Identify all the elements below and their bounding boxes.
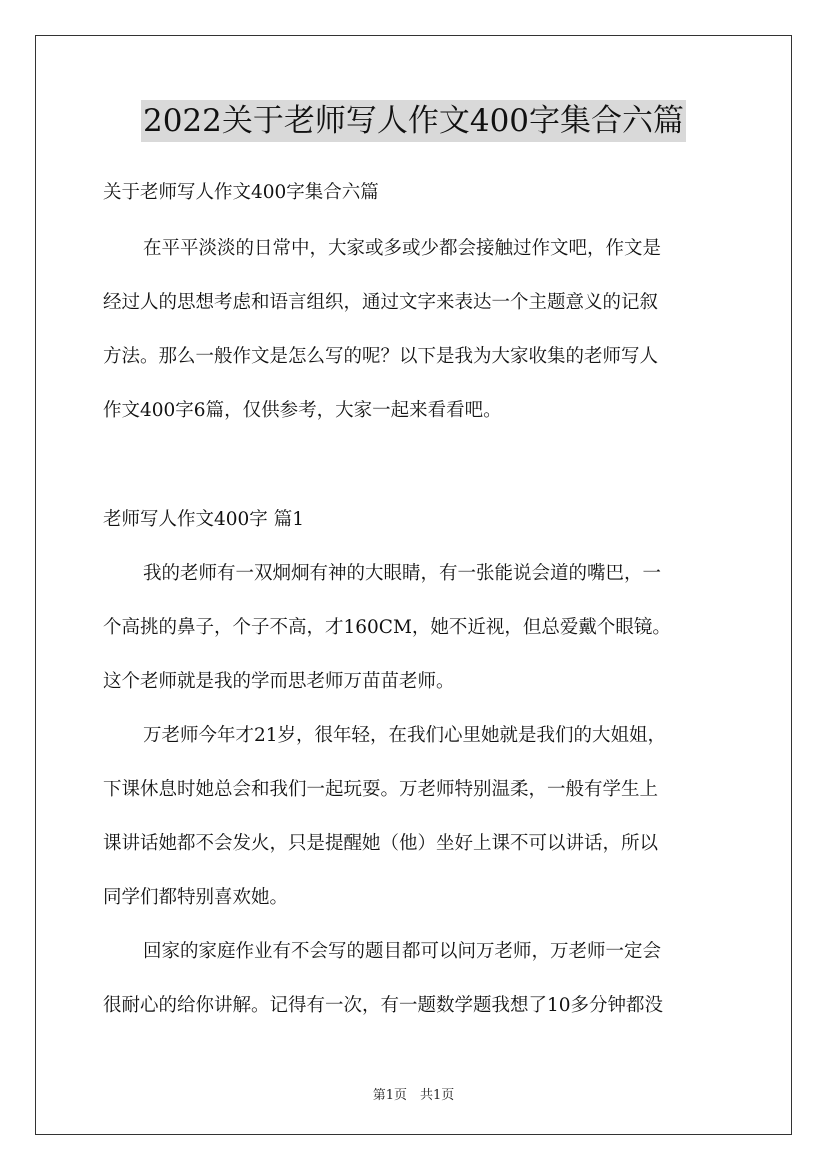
- document-subtitle: 关于老师写人作文400字集合六篇: [103, 182, 379, 203]
- intro-line: 作文400字6篇，仅供参考，大家一起来看看吧。: [103, 400, 502, 421]
- section-heading: 老师写人作文400字 篇1: [103, 509, 304, 530]
- paragraph-line: 这个老师就是我的学而思老师万苗苗老师。: [103, 671, 455, 692]
- paragraph-line: 很耐心的给你讲解。记得有一次，有一题数学题我想了10多分钟都没: [103, 995, 664, 1016]
- intro-line: 方法。那么一般作文是怎么写的呢？以下是我为大家收集的老师写人: [103, 346, 659, 367]
- intro-line: 经过人的思想考虑和语言组织，通过文字来表达一个主题意义的记叙: [103, 292, 659, 313]
- paragraph-line: 课讲话她都不会发火，只是提醒她（他）坐好上课不可以讲话，所以: [103, 833, 659, 854]
- paragraph-line: 我的老师有一双炯炯有神的大眼睛，有一张能说会道的嘴巴，一: [143, 563, 662, 584]
- paragraph-line: 万老师今年才21岁，很年轻，在我们心里她就是我们的大姐姐，: [143, 725, 667, 746]
- paragraph-line: 下课休息时她总会和我们一起玩耍。万老师特别温柔，一般有学生上: [103, 779, 659, 800]
- paragraph-line: 个高挑的鼻子，个子不高，才160CM，她不近视，但总爱戴个眼镜。: [103, 617, 671, 638]
- document-title: 2022关于老师写人作文400字集合六篇: [141, 100, 686, 142]
- page-footer: 第1页 共1页: [372, 1088, 455, 1103]
- title-container: [0, 100, 827, 142]
- paragraph-line: 同学们都特别喜欢她。: [103, 887, 289, 908]
- paragraph-line: 回家的家庭作业有不会写的题目都可以问万老师，万老师一定会: [143, 941, 662, 962]
- intro-line: 在平平淡淡的日常中，大家或多或少都会接触过作文吧，作文是: [143, 238, 662, 259]
